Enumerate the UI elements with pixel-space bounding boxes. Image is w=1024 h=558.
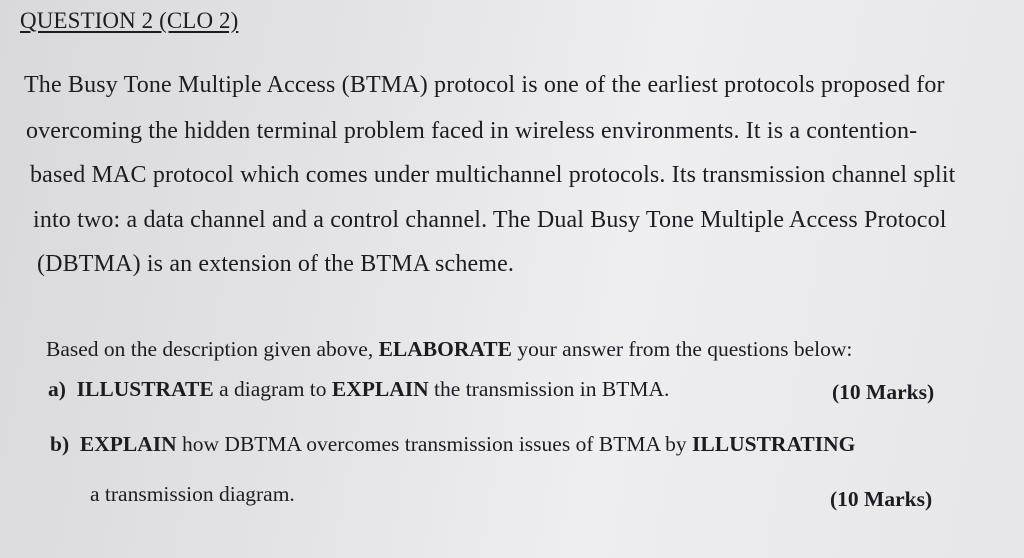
question-b-verb-1: EXPLAIN bbox=[79, 432, 177, 456]
instruction-line bbox=[46, 337, 852, 362]
question-a-verb-1: ILLUSTRATE bbox=[76, 377, 214, 401]
question-a-text-2: the transmission in BTMA. bbox=[428, 377, 670, 401]
question-b-continuation: a transmission diagram. bbox=[90, 482, 295, 506]
paragraph-line-1: The Busy Tone Multiple Access (BTMA) protocol is one of the earliest protocols proposed for bbox=[24, 72, 945, 98]
question-b-label: b) bbox=[50, 432, 70, 456]
question-b-marks: (10 Marks) bbox=[830, 487, 933, 511]
question-a-verb-2: EXPLAIN bbox=[331, 377, 429, 401]
paragraph-line-3: based MAC protocol which comes under multichannel protocols. Its transmission channel split bbox=[30, 162, 956, 188]
question-heading: QUESTION 2 (CLO 2) bbox=[20, 8, 239, 33]
instruction-prefix: Based on the description given above, bbox=[46, 337, 379, 361]
paragraph-line-2: overcoming the hidden terminal problem faced in wireless environments. It is a contention- bbox=[26, 118, 918, 144]
question-a-label: a) bbox=[48, 377, 66, 401]
paragraph-line-4: into two: a data channel and a control channel. The Dual Busy Tone Multiple Access Protocol bbox=[33, 207, 947, 233]
instruction-emphasis: ELABORATE bbox=[378, 337, 512, 361]
question-a bbox=[48, 377, 669, 402]
question-b bbox=[50, 432, 855, 457]
paragraph-line-5: (DBTMA) is an extension of the BTMA scheme. bbox=[37, 251, 515, 277]
question-a-text-1: a diagram to bbox=[213, 377, 332, 401]
instruction-suffix: your answer from the questions below: bbox=[512, 337, 853, 361]
question-b-text-1: how DBTMA overcomes transmission issues of BTMA by bbox=[176, 432, 693, 456]
question-b-verb-2: ILLUSTRATING bbox=[692, 432, 856, 456]
question-a-marks: (10 Marks) bbox=[832, 380, 935, 404]
